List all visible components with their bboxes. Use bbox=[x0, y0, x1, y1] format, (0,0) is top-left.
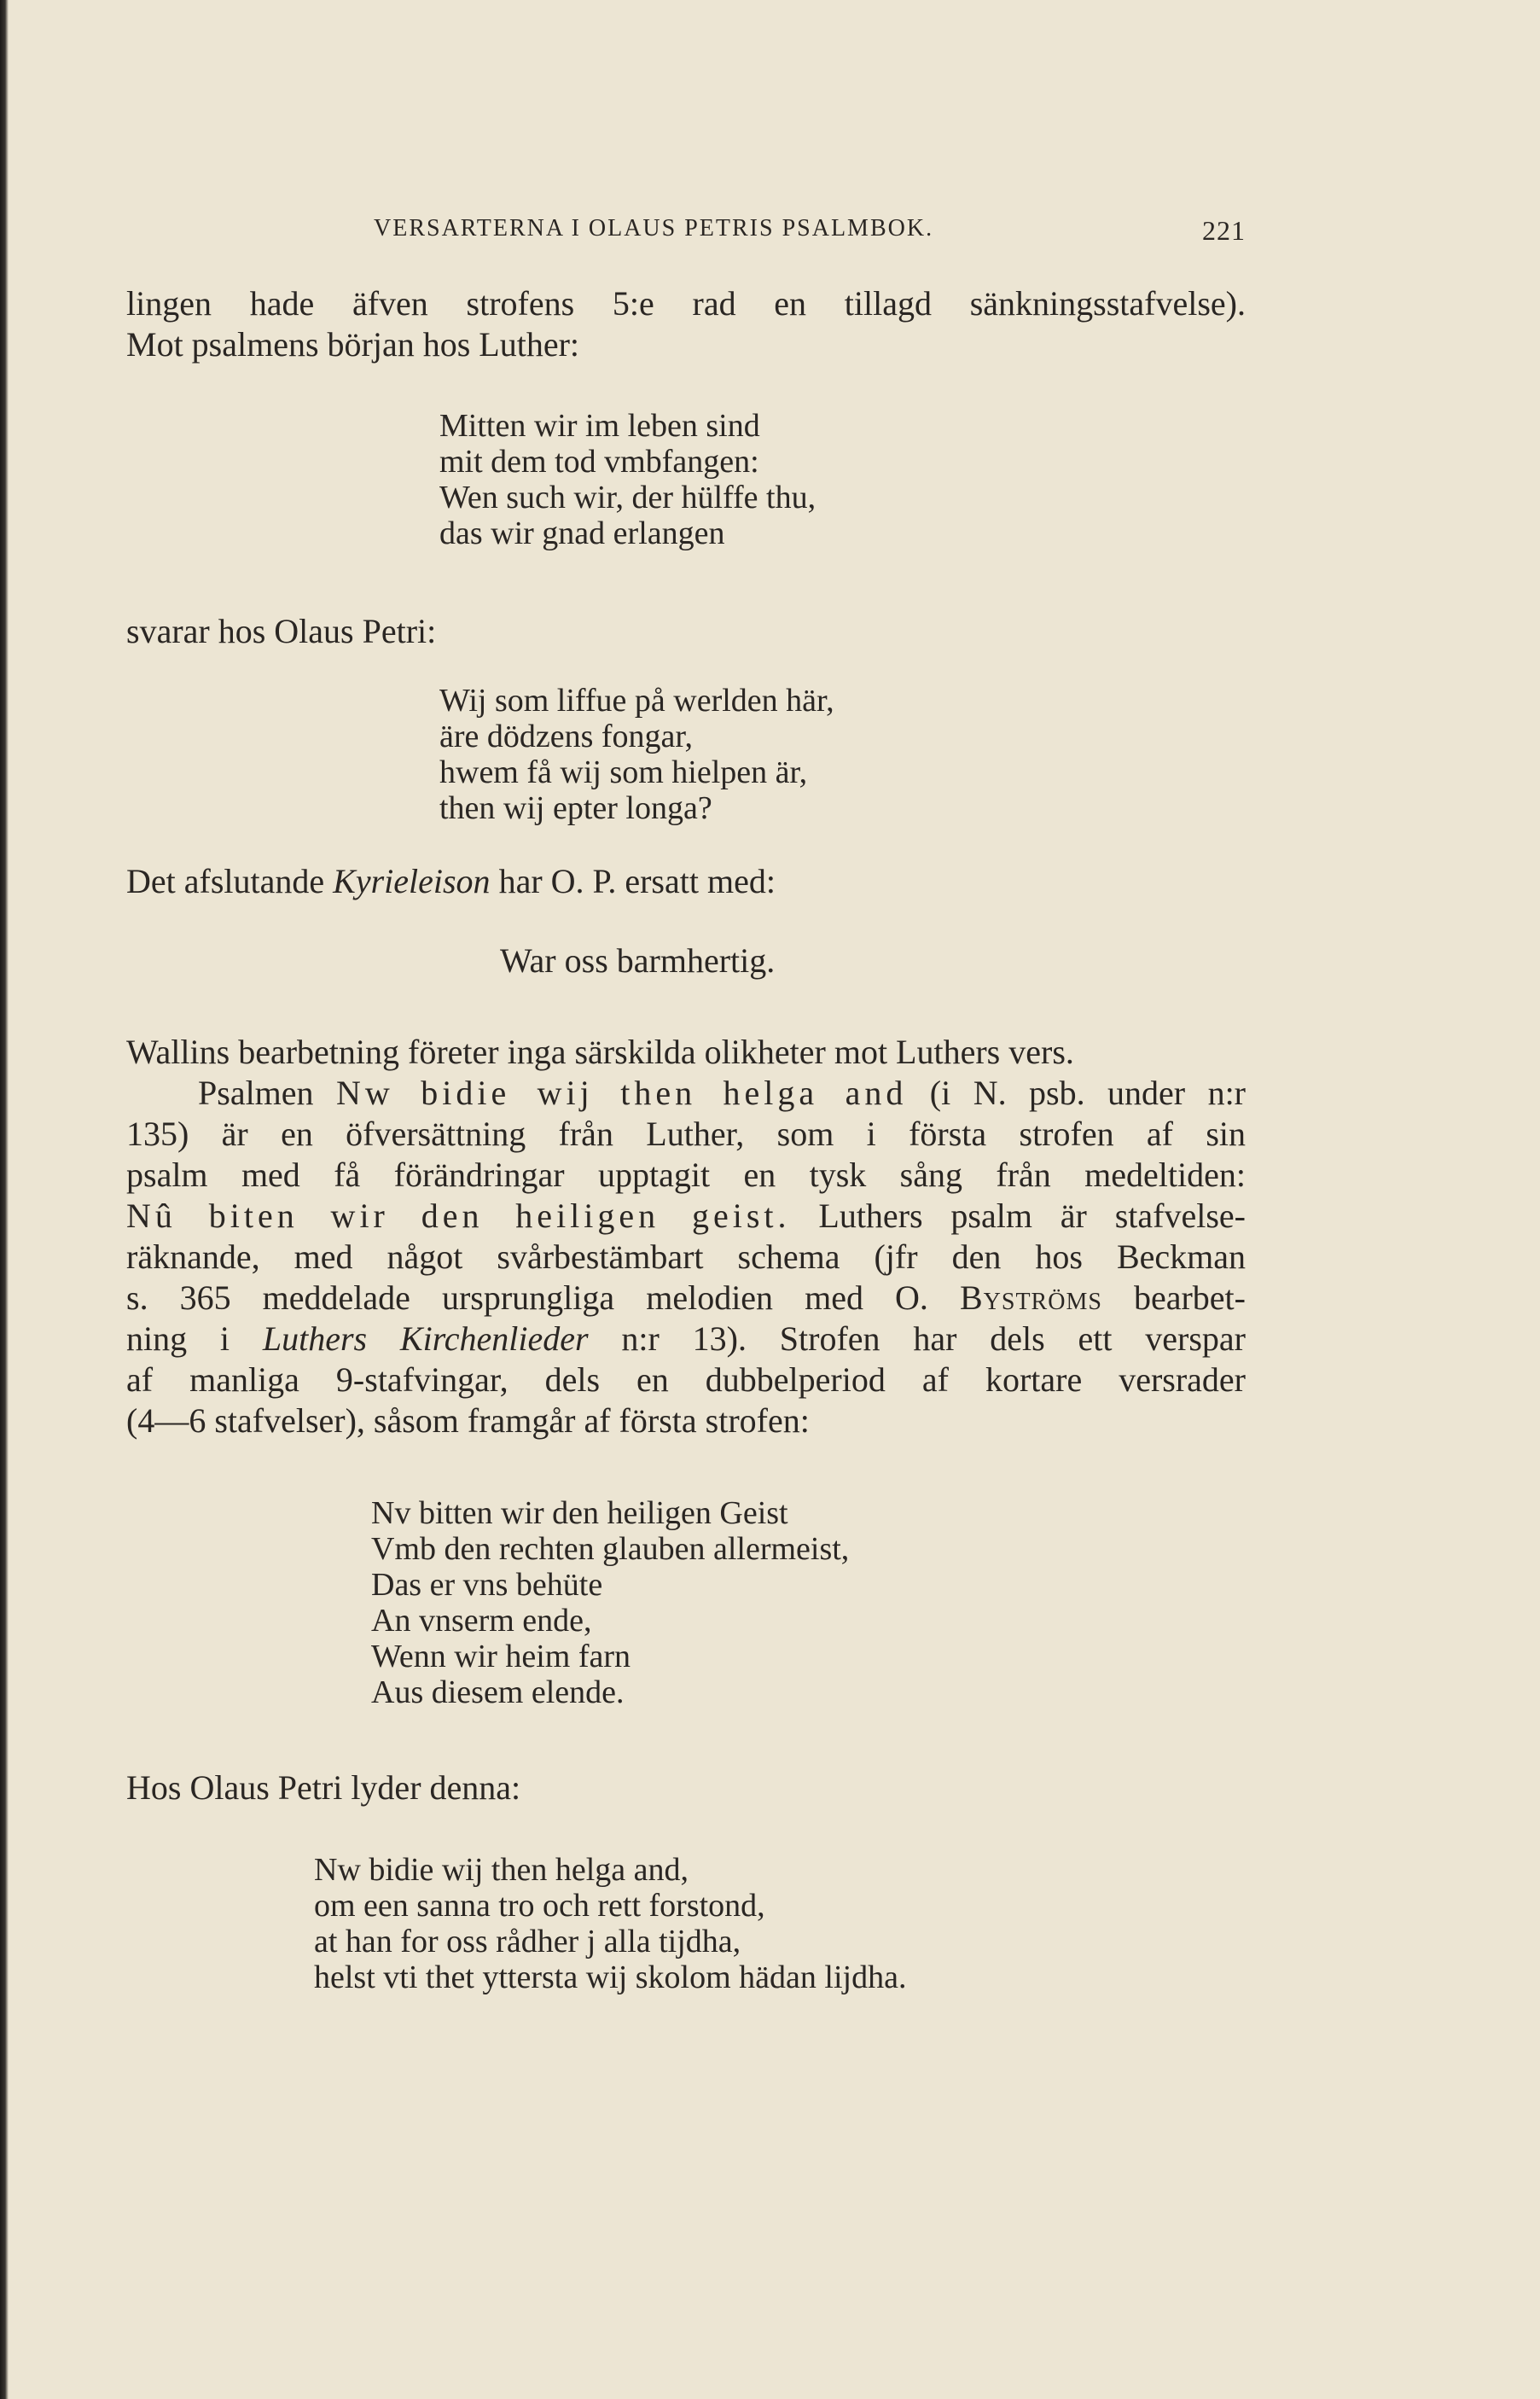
text-line: psalm med få förändringar upptagit en tysk sång från medeltiden: bbox=[126, 1156, 1246, 1194]
text-line: svarar hos Olaus Petri: bbox=[126, 612, 437, 650]
poem-line: Nv bitten wir den heiligen Geist bbox=[371, 1495, 788, 1531]
running-header bbox=[126, 215, 1246, 249]
hymn-title-spaced: Nû biten wir den heiligen geist. bbox=[126, 1197, 791, 1235]
text-line: Det afslutande Kyrieleison har O. P. ersatt med: bbox=[126, 862, 776, 900]
luther-poem bbox=[439, 408, 816, 551]
text-line: Psalmen Nw bidie wij then helga and (i N. psb. under n:r bbox=[198, 1074, 1246, 1112]
nw-poem bbox=[314, 1852, 906, 1995]
poem-line: Wenn wir heim farn bbox=[371, 1639, 631, 1674]
poem-line: äre dödzens fongar, bbox=[439, 719, 694, 754]
running-title: VERSARTERNA I OLAUS PETRIS PSALMBOK. bbox=[374, 215, 934, 242]
poem-line: mit dem tod vmbfangen: bbox=[439, 444, 759, 480]
poem-line: at han for oss rådher j alla tijdha, bbox=[314, 1924, 741, 1959]
text-line: Wallins bearbetning företer inga särskilda olikheter mot Luthers vers. bbox=[126, 1033, 1074, 1071]
poem-line: Wij som liffue på werlden här, bbox=[439, 683, 834, 719]
poem-line: helst vti thet yttersta wij skolom hädan lijdha. bbox=[314, 1959, 907, 1995]
psalm-title-spaced: Nw bidie wij then helga and bbox=[336, 1074, 908, 1112]
poem-line: An vnserm ende, bbox=[371, 1603, 592, 1639]
poem-line: Vmb den rechten glauben allermeist, bbox=[371, 1531, 850, 1567]
text-line: ning i Luthers Kirchenlieder n:r 13). Strofen har dels ett verspar bbox=[126, 1319, 1246, 1358]
text-line: af manliga 9-stafvingar, dels en dubbelperiod af kortare versrader bbox=[126, 1360, 1246, 1399]
text-line: lingen hade äfven strofens 5:e rad en tillagd sänkningsstafvelse). bbox=[126, 284, 1246, 323]
poem-line: om een sanna tro och rett forstond, bbox=[314, 1888, 765, 1924]
poem-line: then wij epter longa? bbox=[439, 790, 712, 826]
poem-line: Mitten wir im leben sind bbox=[439, 408, 760, 444]
bystrom-smallcaps: Byströms bbox=[959, 1278, 1102, 1317]
page-number: 221 bbox=[1202, 215, 1246, 246]
text-line: Hos Olaus Petri lyder denna: bbox=[126, 1768, 521, 1807]
text-line: Mot psalmens början hos Luther: bbox=[126, 325, 580, 364]
nv-poem bbox=[371, 1495, 849, 1710]
text-line: räknande, med något svårbestämbart schema (jfr den hos Beckman bbox=[126, 1237, 1246, 1276]
petri-poem bbox=[439, 683, 834, 826]
poem-line: Das er vns behüte bbox=[371, 1567, 603, 1603]
text-line: s. 365 meddelade ursprungliga melodien med O. Byströms bearbet- bbox=[126, 1278, 1246, 1317]
barmhertig-line: War oss barmhertig. bbox=[500, 941, 776, 980]
poem-line: Wen such wir, der hülffe thu, bbox=[439, 480, 816, 515]
poem-line: Aus diesem elende. bbox=[371, 1674, 625, 1710]
kyrieleison-italic: Kyrieleison bbox=[333, 862, 491, 900]
text-line: Nû biten wir den heiligen geist. Luthers psalm är stafvelse- bbox=[126, 1197, 1246, 1235]
poem-line: Nw bidie wij then helga and, bbox=[314, 1852, 689, 1888]
kirchenlieder-italic: Luthers Kirchenlieder bbox=[262, 1319, 589, 1358]
poem-line: das wir gnad erlangen bbox=[439, 515, 725, 551]
text-line: 135) är en öfversättning från Luther, som i första strofen af sin bbox=[126, 1115, 1246, 1153]
poem-line: hwem få wij som hielpen är, bbox=[439, 754, 808, 790]
text-line: (4—6 stafvelser), såsom framgår af första strofen: bbox=[126, 1401, 810, 1440]
